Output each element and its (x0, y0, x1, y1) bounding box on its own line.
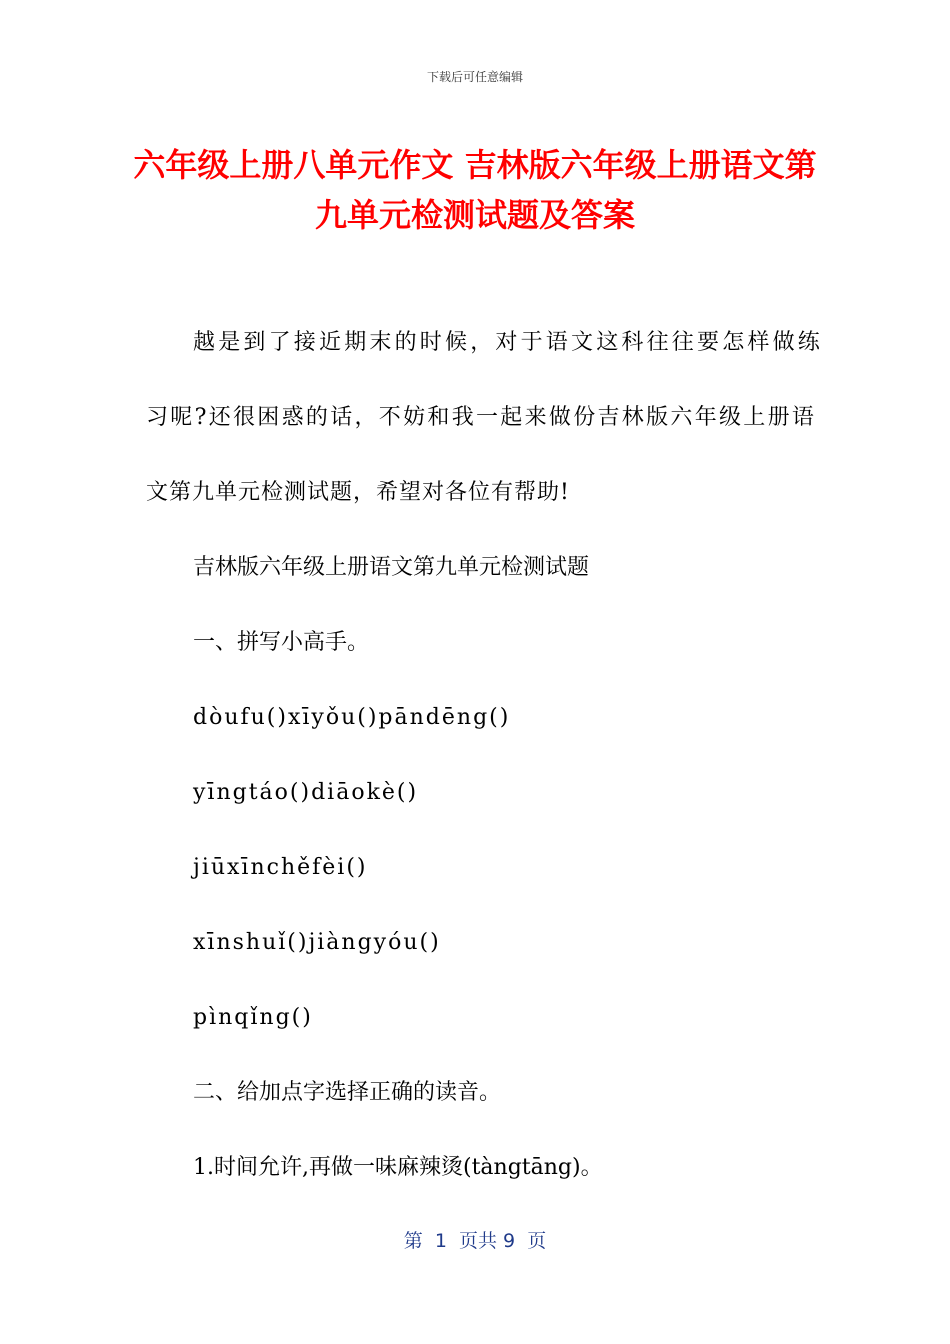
pinyin-line-3: jiūxīnchěfèi() (193, 855, 368, 880)
pinyin-line-1: dòufu()xīyǒu()pāndēng() (193, 705, 511, 730)
test-subtitle: 吉林版六年级上册语文第九单元检测试题 (193, 555, 590, 580)
pinyin-line-4: xīnshuǐ()jiàngyóu() (193, 930, 441, 955)
pinyin-line-2: yīngtáo()diāokè() (193, 780, 419, 805)
intro-paragraph-line-3: 文第九单元检测试题，希望对各位有帮助! (146, 480, 570, 505)
page-number-footer: 第 1 页共 9 页 (403, 1230, 547, 1252)
section-heading-spelling: 一、拼写小高手。 (193, 630, 370, 655)
pinyin-line-5: pìnqǐng() (193, 1005, 313, 1030)
question-1: 1.时间允许,再做一味麻辣烫(tàngtāng)。 (193, 1155, 603, 1180)
header-note: 下载后可任意编辑 (426, 70, 523, 84)
intro-paragraph-line-2: 习呢?还很困惑的话，不妨和我一起来做份吉林版六年级上册语 (146, 405, 817, 430)
document-title: 六年级上册八单元作文 吉林版六年级上册语文第九单元检测试题及答案 (133, 146, 817, 234)
section-heading-pronunciation: 二、给加点字选择正确的读音。 (193, 1080, 502, 1105)
intro-paragraph-line-1: 越是到了接近期末的时候，对于语文这科往往要怎样做练 (193, 330, 824, 355)
